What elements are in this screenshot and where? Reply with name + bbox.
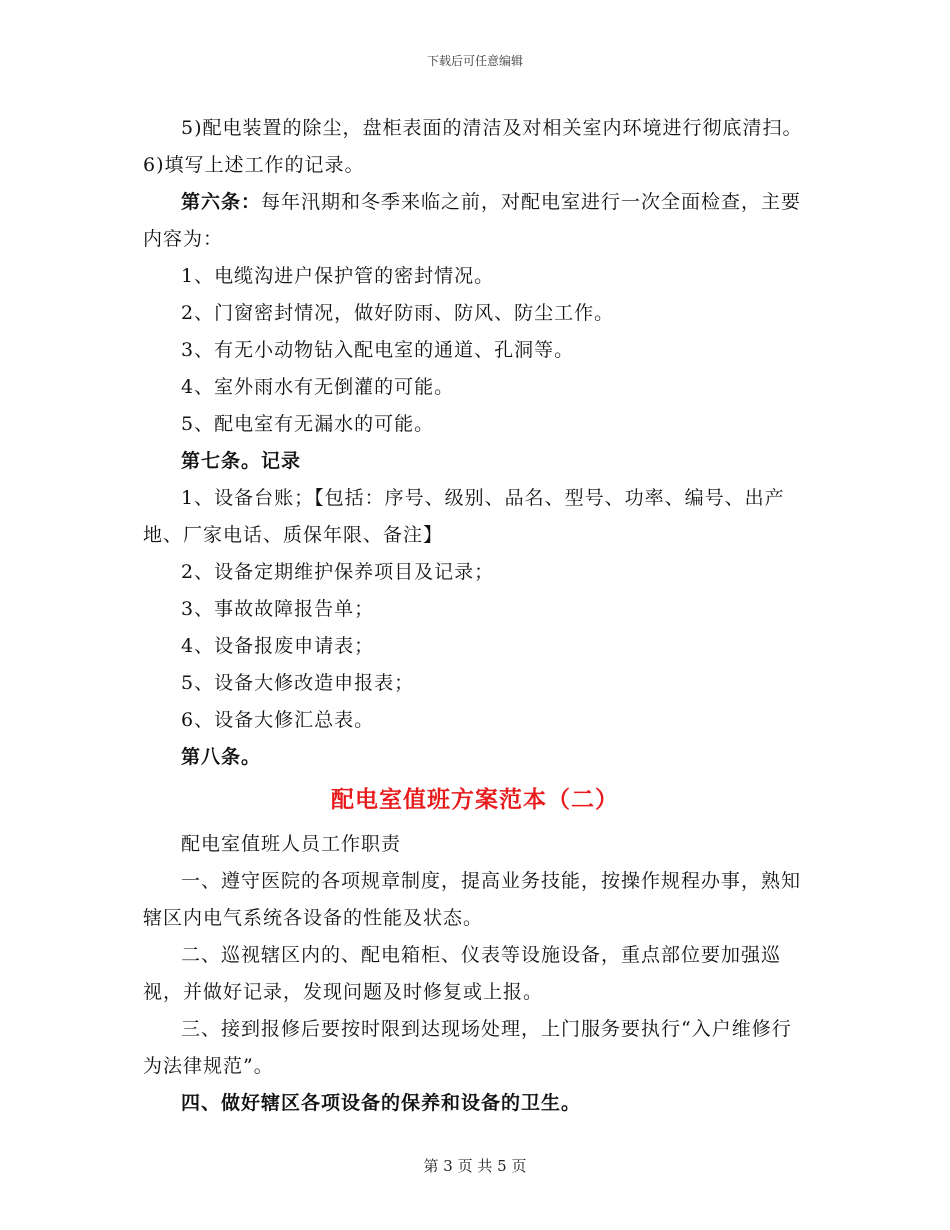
list-item: 5、设备大修改造申报表；: [181, 672, 415, 694]
duty-item: 二、巡视辖区内的、配电箱柜、仪表等设施设备，重点部位要加强巡视，并做好记录，发现问题及时修复或上报。: [143, 944, 782, 1003]
document-body: [143, 110, 807, 1122]
duty-item: 三、接到报修后要按时限到达现场处理，上门服务要执行“入户维修行为法律规范”。: [143, 1018, 792, 1077]
list-item: 1、设备台账；【包括：序号、级别、品名、型号、功率、编号、出产地、厂家电话、质保年限、备注】: [143, 487, 785, 546]
list-item: 2、门窗密封情况，做好防雨、防风、防尘工作。: [181, 302, 615, 324]
article-8-heading: 第八条。: [181, 746, 262, 768]
list-item: 4、设备报废申请表；: [181, 635, 375, 657]
article-7-heading: 第七条。记录: [181, 450, 302, 472]
list-item: 3、有无小动物钻入配电室的通道、孔洞等。: [181, 339, 575, 361]
duty-item: 一、遵守医院的各项规章制度，提高业务技能，按操作规程办事，熟知辖区内电气系统各设备的性能及状态。: [143, 870, 802, 929]
article-6: [143, 184, 807, 258]
section-title: 配电室值班方案范本（二）: [331, 786, 619, 813]
page-footer: 第 3 页 共 5 页: [423, 1157, 527, 1175]
duty-item: 四、做好辖区各项设备的保养和设备的卫生。: [181, 1092, 582, 1114]
list-item: 2、设备定期维护保养项目及记录；: [181, 561, 495, 583]
paragraph-5-cleaning: 5)配电装置的除尘，盘柜表面的清洁及对相关室内环境进行彻底清扫。6)填写上述工作的记录。: [143, 117, 803, 176]
list-item: 6、设备大修汇总表。: [181, 709, 375, 731]
article-6-text: 每年汛期和冬季来临之前，对配电室进行一次全面检查，主要内容为：: [143, 191, 802, 250]
page-header: 下载后可任意编辑: [426, 54, 523, 68]
list-item: 4、室外雨水有无倒灌的可能。: [181, 376, 455, 398]
list-item: 1、电缆沟进户保护管的密封情况。: [181, 265, 495, 287]
article-6-label: 第六条：: [181, 191, 262, 213]
duty-subtitle: 配电室值班人员工作职责: [181, 833, 402, 855]
list-item: 5、配电室有无漏水的可能。: [181, 413, 435, 435]
list-item: 3、事故故障报告单；: [181, 598, 375, 620]
